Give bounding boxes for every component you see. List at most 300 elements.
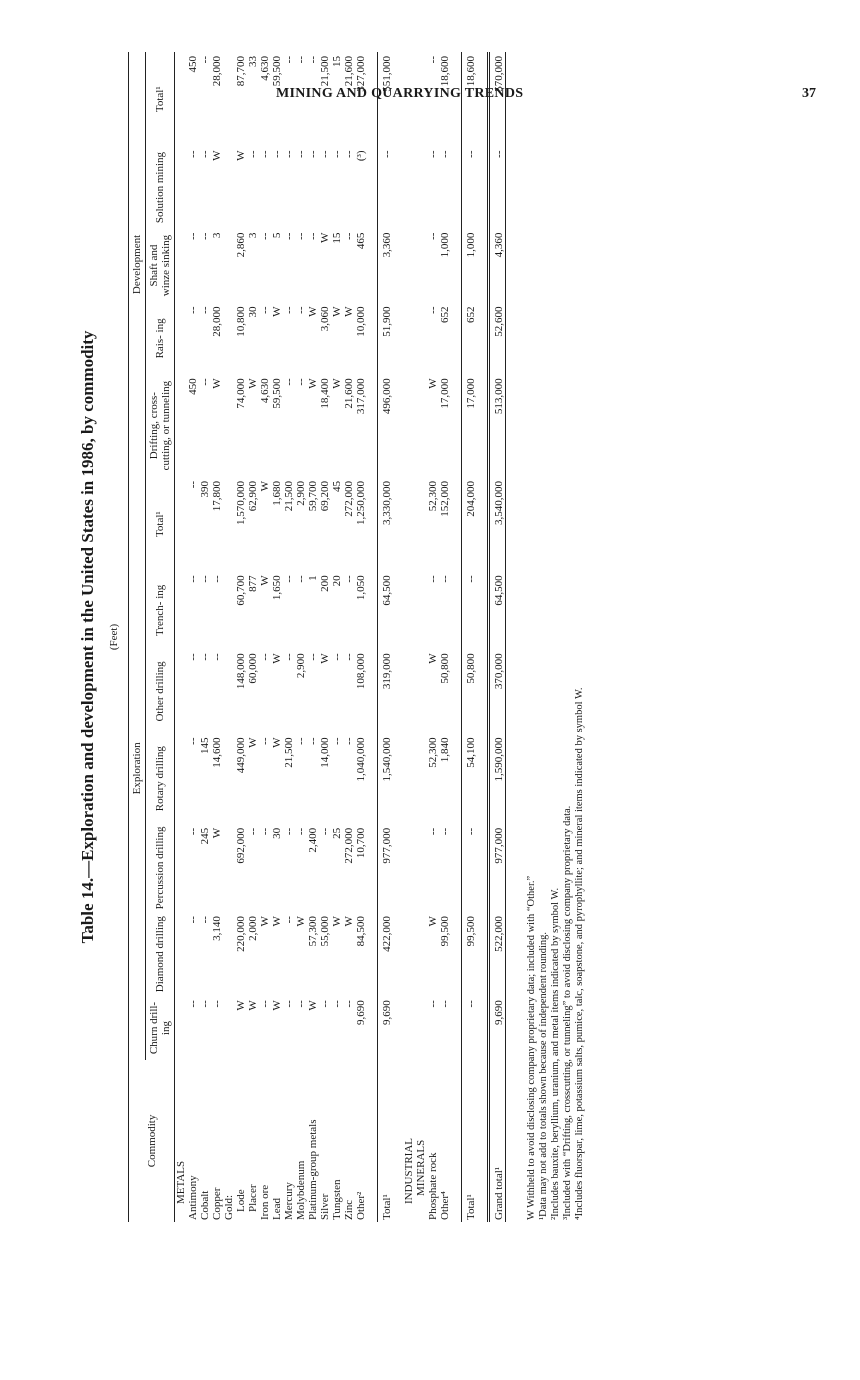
table-cell: 17,000 bbox=[439, 378, 451, 409]
table-body bbox=[175, 52, 506, 1222]
table-cell: 21,500 bbox=[283, 737, 295, 768]
commodity-name: Iron ore bbox=[259, 1184, 271, 1220]
table-cell: -- bbox=[259, 827, 271, 836]
table-cell: 4,630 bbox=[259, 378, 271, 404]
table-cell: 3,540,000 bbox=[489, 477, 506, 571]
spacer-row bbox=[367, 52, 378, 1222]
spacer-row bbox=[451, 52, 462, 1222]
table-cell: 3 bbox=[247, 232, 259, 239]
table-cell: -- bbox=[199, 575, 211, 583]
table-cell: 327,000 bbox=[355, 56, 367, 92]
table-cell: W bbox=[343, 916, 355, 927]
spacer-row bbox=[393, 52, 403, 1222]
table-cell: -- bbox=[187, 827, 199, 836]
table-cell: -- bbox=[259, 150, 271, 158]
table-cell: -- bbox=[331, 150, 343, 158]
table-cell: W bbox=[247, 378, 259, 389]
table-cell: -- bbox=[307, 56, 319, 64]
table-row bbox=[223, 52, 235, 1222]
table-cell: -- bbox=[187, 1000, 199, 1008]
table-cell: W bbox=[259, 916, 271, 927]
commodity-name: Silver bbox=[319, 1193, 331, 1220]
table-cell: -- bbox=[283, 575, 295, 583]
table-cell: 3,060 bbox=[319, 306, 331, 332]
table-cell: 465 bbox=[355, 232, 367, 250]
commodity-name: Copper bbox=[211, 1187, 223, 1220]
footnote: ²Includes bauxite, beryllium, uranium, and metal items indicated by symbol W. bbox=[550, 887, 561, 1220]
table-cell: 449,000 bbox=[235, 737, 247, 774]
table-cell: W bbox=[259, 480, 271, 492]
commodity-name: Phosphate rock bbox=[427, 1152, 439, 1220]
table-cell: -- bbox=[343, 737, 355, 745]
table-cell: -- bbox=[259, 653, 271, 661]
table-cell: 9,690 bbox=[378, 996, 394, 1060]
table-cell: -- bbox=[211, 1000, 223, 1008]
table-cell: -- bbox=[489, 147, 506, 229]
table-cell: -- bbox=[439, 1000, 451, 1008]
table-cell: -- bbox=[283, 378, 295, 386]
table-cell: 200 bbox=[319, 575, 331, 592]
table-row bbox=[271, 52, 283, 1222]
table-cell: 28,000 bbox=[211, 56, 223, 87]
table-cell: -- bbox=[283, 232, 295, 240]
commodity-name: Other⁴ bbox=[439, 1191, 451, 1220]
table-cell: W bbox=[235, 150, 247, 161]
section-heading-industrial: INDUSTRIAL bbox=[403, 1138, 415, 1204]
table-cell: 422,000 bbox=[378, 912, 394, 996]
table-cell: 220,000 bbox=[235, 916, 247, 952]
table-cell: W bbox=[271, 306, 283, 317]
table-cell: -- bbox=[439, 575, 451, 583]
table-cell: 18,600 bbox=[439, 56, 451, 87]
table-cell: -- bbox=[187, 306, 199, 314]
table-cell: -- bbox=[295, 150, 307, 158]
table-cell: 50,800 bbox=[439, 653, 451, 684]
spacer-row bbox=[477, 52, 489, 1222]
table-cell: 1,570,000 bbox=[235, 480, 247, 525]
table-cell: W bbox=[271, 1000, 283, 1011]
table-cell: 450 bbox=[187, 56, 199, 73]
commodity-name: Lead bbox=[271, 1198, 283, 1220]
exploration-table bbox=[128, 52, 506, 1222]
section-heading-metals: METALS bbox=[175, 1160, 187, 1204]
table-row bbox=[235, 52, 247, 1222]
table-cell: -- bbox=[439, 827, 451, 836]
table-cell: 9,690 bbox=[489, 996, 506, 1060]
table-cell: -- bbox=[283, 827, 295, 836]
table-cell bbox=[223, 912, 235, 996]
table-cell: 54,100 bbox=[462, 734, 478, 824]
table-cell: 977,000 bbox=[378, 824, 394, 912]
table-cell: 152,000 bbox=[439, 480, 451, 517]
table-cell: -- bbox=[199, 378, 211, 386]
table-cell: -- bbox=[295, 737, 307, 745]
commodity-name: Other² bbox=[355, 1191, 367, 1220]
table-units: (Feet) bbox=[108, 623, 120, 651]
commodity-name: Grand total¹ bbox=[489, 1060, 506, 1222]
table-cell: 3,360 bbox=[378, 229, 394, 303]
table-cell: 59,500 bbox=[271, 56, 283, 87]
table-row bbox=[489, 52, 506, 1222]
table-cell: -- bbox=[283, 150, 295, 158]
table-cell: -- bbox=[283, 653, 295, 661]
table-cell: 59,500 bbox=[271, 378, 283, 409]
table-cell: W bbox=[319, 653, 331, 664]
table-cell: 1,250,000 bbox=[355, 480, 367, 525]
table-cell: 17,000 bbox=[462, 374, 478, 477]
table-cell: -- bbox=[427, 827, 439, 836]
commodity-name: Mercury bbox=[283, 1182, 295, 1220]
table-cell: -- bbox=[439, 150, 451, 158]
table-cell: 5 bbox=[271, 232, 283, 239]
table-cell: 1,000 bbox=[462, 229, 478, 303]
table-cell: W bbox=[307, 306, 319, 317]
table-cell: 64,500 bbox=[378, 571, 394, 649]
table-cell: -- bbox=[259, 737, 271, 745]
commodity-name: Placer bbox=[247, 1184, 259, 1212]
table-cell: W bbox=[211, 378, 223, 389]
table-cell: W bbox=[295, 916, 307, 927]
table-cell: 14,000 bbox=[319, 737, 331, 768]
col-header: Diamond drilling bbox=[146, 912, 175, 996]
table-cell: -- bbox=[259, 232, 271, 240]
rotated-table-block bbox=[78, 52, 603, 1222]
table-cell: -- bbox=[187, 150, 199, 158]
table-cell: W bbox=[271, 737, 283, 748]
table-cell: 450 bbox=[187, 378, 199, 395]
table-cell: W bbox=[319, 232, 331, 243]
table-cell bbox=[223, 52, 235, 147]
table-cell: -- bbox=[187, 480, 199, 489]
table-cell: 14,600 bbox=[211, 737, 223, 768]
table-cell bbox=[223, 229, 235, 303]
table-cell: 390 bbox=[199, 480, 211, 498]
col-header: Percussion drilling bbox=[146, 824, 175, 912]
table-cell: 496,000 bbox=[378, 374, 394, 477]
table-cell: 4,360 bbox=[489, 229, 506, 303]
table-cell: -- bbox=[319, 1000, 331, 1008]
table-cell: -- bbox=[307, 150, 319, 158]
table-row bbox=[283, 52, 295, 1222]
table-cell: 59,700 bbox=[307, 480, 319, 512]
table-cell: 15 bbox=[331, 232, 343, 244]
table-cell: W bbox=[427, 653, 439, 664]
table-cell: -- bbox=[187, 916, 199, 924]
table-cell: 21,600 bbox=[343, 378, 355, 409]
table-cell bbox=[223, 374, 235, 477]
col-header: Rotary drilling bbox=[146, 734, 175, 824]
commodity-name: Zinc bbox=[343, 1199, 355, 1220]
table-cell: 64,500 bbox=[489, 571, 506, 649]
table-cell: 10,000 bbox=[355, 306, 367, 337]
table-cell: -- bbox=[283, 56, 295, 64]
footnotes bbox=[526, 60, 586, 1220]
table-cell: -- bbox=[343, 1000, 355, 1008]
table-cell: 319,000 bbox=[378, 649, 394, 733]
table-cell: W bbox=[247, 1000, 259, 1011]
commodity-name: Antimony bbox=[187, 1175, 199, 1220]
table-cell: 145 bbox=[199, 737, 211, 754]
table-cell bbox=[223, 571, 235, 649]
table-cell: 10,800 bbox=[235, 306, 247, 337]
table-cell: 50,800 bbox=[462, 649, 478, 733]
table-cell: W bbox=[331, 306, 343, 317]
table-cell: 370,000 bbox=[489, 649, 506, 733]
table-cell: -- bbox=[343, 150, 355, 158]
table-cell: 272,000 bbox=[343, 827, 355, 864]
table-cell bbox=[223, 824, 235, 912]
table-cell: 18,400 bbox=[319, 378, 331, 409]
table-cell: -- bbox=[271, 150, 283, 158]
footnote: ¹Data may not add to totals shown because of independent rounding. bbox=[538, 931, 549, 1220]
table-cell: 60,700 bbox=[235, 575, 247, 606]
table-cell: W bbox=[235, 1000, 247, 1011]
footnote: ⁴Includes fluorspar, lime, potassium salts, pumice, talc, soapstone, and pyrophyllite; and mineral items indicated by symbol W. bbox=[574, 687, 585, 1220]
table-row bbox=[247, 52, 259, 1222]
page-number: 37 bbox=[802, 86, 816, 101]
table-row bbox=[439, 52, 451, 1222]
table-cell: -- bbox=[295, 232, 307, 240]
table-cell: 84,500 bbox=[355, 916, 367, 947]
table-cell: -- bbox=[427, 150, 439, 158]
table-cell: 57,300 bbox=[307, 916, 319, 947]
table-cell: 30 bbox=[271, 827, 283, 839]
table-cell: 45 bbox=[331, 480, 343, 492]
table-cell: -- bbox=[295, 575, 307, 583]
table-cell: W bbox=[271, 653, 283, 664]
commodity-name: Gold: bbox=[223, 1194, 235, 1220]
table-cell: W bbox=[331, 916, 343, 927]
table-cell: 108,000 bbox=[355, 653, 367, 690]
table-cell: W bbox=[307, 378, 319, 389]
table-cell bbox=[223, 649, 235, 733]
table-cell: 513,000 bbox=[489, 374, 506, 477]
table-cell: 69,200 bbox=[319, 480, 331, 512]
table-row bbox=[295, 52, 307, 1222]
table-cell: -- bbox=[283, 1000, 295, 1008]
commodity-name: Platinum-group metals bbox=[307, 1119, 319, 1220]
col-header: Drifting, cross- cutting, or tunneling bbox=[146, 374, 175, 477]
table-title: Table 14.—Exploration and development in the United States in 1986, by commodity bbox=[78, 330, 97, 944]
table-cell: 317,000 bbox=[355, 378, 367, 415]
table-cell: W bbox=[247, 737, 259, 748]
section-heading-row bbox=[403, 52, 415, 1222]
table-cell: (³) bbox=[355, 150, 367, 162]
table-cell: -- bbox=[307, 232, 319, 240]
table-cell: -- bbox=[199, 916, 211, 924]
table-cell: -- bbox=[319, 150, 331, 158]
table-cell: -- bbox=[199, 150, 211, 158]
table-cell: 20 bbox=[331, 575, 343, 587]
table-cell: 551,000 bbox=[378, 52, 394, 147]
table-cell: -- bbox=[187, 575, 199, 583]
table-cell: -- bbox=[199, 653, 211, 661]
table-cell: -- bbox=[199, 306, 211, 314]
table-cell: -- bbox=[462, 996, 478, 1060]
table-cell: -- bbox=[187, 653, 199, 661]
commodity-name: Molybdenum bbox=[295, 1160, 307, 1220]
table-cell: -- bbox=[199, 56, 211, 64]
table-cell: -- bbox=[259, 306, 271, 314]
running-head-title: MINING AND QUARRYING TRENDS bbox=[276, 86, 524, 101]
table-cell: 4,630 bbox=[259, 56, 271, 81]
table-cell: 652 bbox=[462, 302, 478, 374]
table-cell: 2,860 bbox=[235, 232, 247, 258]
table-cell: 1 bbox=[307, 575, 319, 581]
table-cell: 87,700 bbox=[235, 56, 247, 87]
table-cell: 570,000 bbox=[489, 52, 506, 147]
commodity-name: Cobalt bbox=[199, 1190, 211, 1220]
table-cell: 522,000 bbox=[489, 912, 506, 996]
table-cell: 25 bbox=[331, 827, 343, 839]
table-cell: -- bbox=[283, 306, 295, 314]
table-cell: 1,050 bbox=[355, 575, 367, 601]
table-cell: -- bbox=[331, 737, 343, 745]
group-header-development: Development bbox=[129, 52, 146, 477]
table-cell: -- bbox=[462, 571, 478, 649]
table-cell: -- bbox=[211, 653, 223, 661]
table-cell: 272,000 bbox=[343, 480, 355, 517]
table-cell: -- bbox=[343, 575, 355, 583]
table-cell: 21,600 bbox=[343, 56, 355, 87]
table-cell: 52,300 bbox=[427, 737, 439, 768]
section-heading-industrial: MINERALS bbox=[415, 1139, 427, 1196]
table-cell: 3,140 bbox=[211, 916, 223, 941]
table-cell: 1,000 bbox=[439, 232, 451, 258]
table-row bbox=[199, 52, 211, 1222]
table-cell: W bbox=[427, 378, 439, 389]
table-cell: 1,590,000 bbox=[489, 734, 506, 824]
table-cell: -- bbox=[283, 916, 295, 924]
table-cell: W bbox=[307, 1000, 319, 1011]
col-header: Trench- ing bbox=[146, 571, 175, 649]
table-row bbox=[307, 52, 319, 1222]
table-cell: -- bbox=[319, 827, 331, 836]
table-row bbox=[331, 52, 343, 1222]
table-cell: 652 bbox=[439, 306, 451, 323]
table-row bbox=[211, 52, 223, 1222]
col-header: Total¹ bbox=[146, 52, 175, 147]
table-cell: 60,000 bbox=[247, 653, 259, 684]
table-cell bbox=[223, 302, 235, 374]
table-cell: 10,700 bbox=[355, 827, 367, 859]
section-heading-row bbox=[415, 52, 427, 1222]
table-cell: 99,500 bbox=[439, 916, 451, 947]
table-cell: 2,000 bbox=[247, 916, 259, 941]
table-row bbox=[462, 52, 478, 1222]
table-cell: -- bbox=[247, 150, 259, 158]
col-header: Shaft and winze sinking bbox=[146, 229, 175, 303]
table-cell: 51,900 bbox=[378, 302, 394, 374]
table-cell bbox=[223, 734, 235, 824]
table-cell: -- bbox=[331, 1000, 343, 1008]
table-cell bbox=[223, 477, 235, 571]
table-cell: 74,000 bbox=[235, 378, 247, 409]
table-cell: -- bbox=[295, 378, 307, 386]
table-cell: 977,000 bbox=[489, 824, 506, 912]
table-cell: -- bbox=[427, 1000, 439, 1008]
table-cell: -- bbox=[295, 306, 307, 314]
table-cell: 62,900 bbox=[247, 480, 259, 512]
table-cell: -- bbox=[307, 653, 319, 661]
table-cell: W bbox=[427, 916, 439, 927]
table-cell: 18,600 bbox=[462, 52, 478, 147]
table-cell: 2,900 bbox=[295, 653, 307, 679]
table-cell: W bbox=[343, 306, 355, 317]
table-cell: 55,000 bbox=[319, 916, 331, 947]
table-cell: -- bbox=[378, 147, 394, 229]
table-cell: 17,800 bbox=[211, 480, 223, 512]
table-cell: -- bbox=[427, 56, 439, 64]
table-cell: -- bbox=[307, 737, 319, 745]
commodity-name: Lode bbox=[235, 1189, 247, 1212]
col-header-commodity: Commodity bbox=[129, 1060, 175, 1222]
table-cell: W bbox=[271, 916, 283, 927]
table-cell: W bbox=[259, 575, 271, 586]
table-cell: -- bbox=[462, 147, 478, 229]
table-row bbox=[355, 52, 367, 1222]
table-cell: -- bbox=[427, 575, 439, 583]
commodity-name: Total¹ bbox=[462, 1060, 478, 1222]
table-cell: -- bbox=[427, 306, 439, 314]
table-row bbox=[259, 52, 271, 1222]
table-cell: -- bbox=[427, 232, 439, 240]
commodity-name: Tungsten bbox=[331, 1179, 343, 1220]
table-cell: 877 bbox=[247, 575, 259, 592]
table-cell: 2,900 bbox=[295, 480, 307, 506]
table-cell: -- bbox=[211, 575, 223, 583]
table-cell: 1,040,000 bbox=[355, 737, 367, 782]
table-cell: 1,540,000 bbox=[378, 734, 394, 824]
table-cell: -- bbox=[343, 653, 355, 661]
table-cell: 52,300 bbox=[427, 480, 439, 512]
table-cell bbox=[223, 996, 235, 1060]
table-cell: 21,500 bbox=[319, 56, 331, 87]
table-cell: -- bbox=[187, 737, 199, 745]
col-header: Rais- ing bbox=[146, 302, 175, 374]
table-cell: -- bbox=[247, 827, 259, 836]
table-row bbox=[427, 52, 439, 1222]
group-header-exploration: Exploration bbox=[129, 477, 146, 1060]
col-header: Solution mining bbox=[146, 147, 175, 229]
table-cell: 245 bbox=[199, 827, 211, 845]
table-row bbox=[187, 52, 199, 1222]
table-cell: W bbox=[211, 150, 223, 161]
table-cell: -- bbox=[199, 1000, 211, 1008]
table-cell: 33 bbox=[247, 56, 259, 67]
table-cell: 1,840 bbox=[439, 737, 451, 763]
table-cell: 9,690 bbox=[355, 1000, 367, 1025]
table-cell: -- bbox=[259, 1000, 271, 1008]
table-cell: -- bbox=[343, 232, 355, 240]
table-cell: -- bbox=[199, 232, 211, 240]
table-cell: 28,000 bbox=[211, 306, 223, 337]
table-cell: 15 bbox=[331, 56, 343, 67]
table-cell: 204,000 bbox=[462, 477, 478, 571]
table-cell: 1,680 bbox=[271, 480, 283, 506]
table-cell: 52,600 bbox=[489, 302, 506, 374]
table-row bbox=[319, 52, 331, 1222]
col-header: Churn drill- ing bbox=[146, 996, 175, 1060]
table-cell: -- bbox=[462, 824, 478, 912]
table-cell: 2,400 bbox=[307, 827, 319, 853]
table-cell: -- bbox=[295, 827, 307, 836]
footnote: W Withheld to avoid disclosing company proprietary data; included with “Other.” bbox=[526, 875, 537, 1220]
table-cell: 99,500 bbox=[462, 912, 478, 996]
table-row bbox=[343, 52, 355, 1222]
table-cell: -- bbox=[187, 232, 199, 240]
table-cell: 30 bbox=[247, 306, 259, 318]
